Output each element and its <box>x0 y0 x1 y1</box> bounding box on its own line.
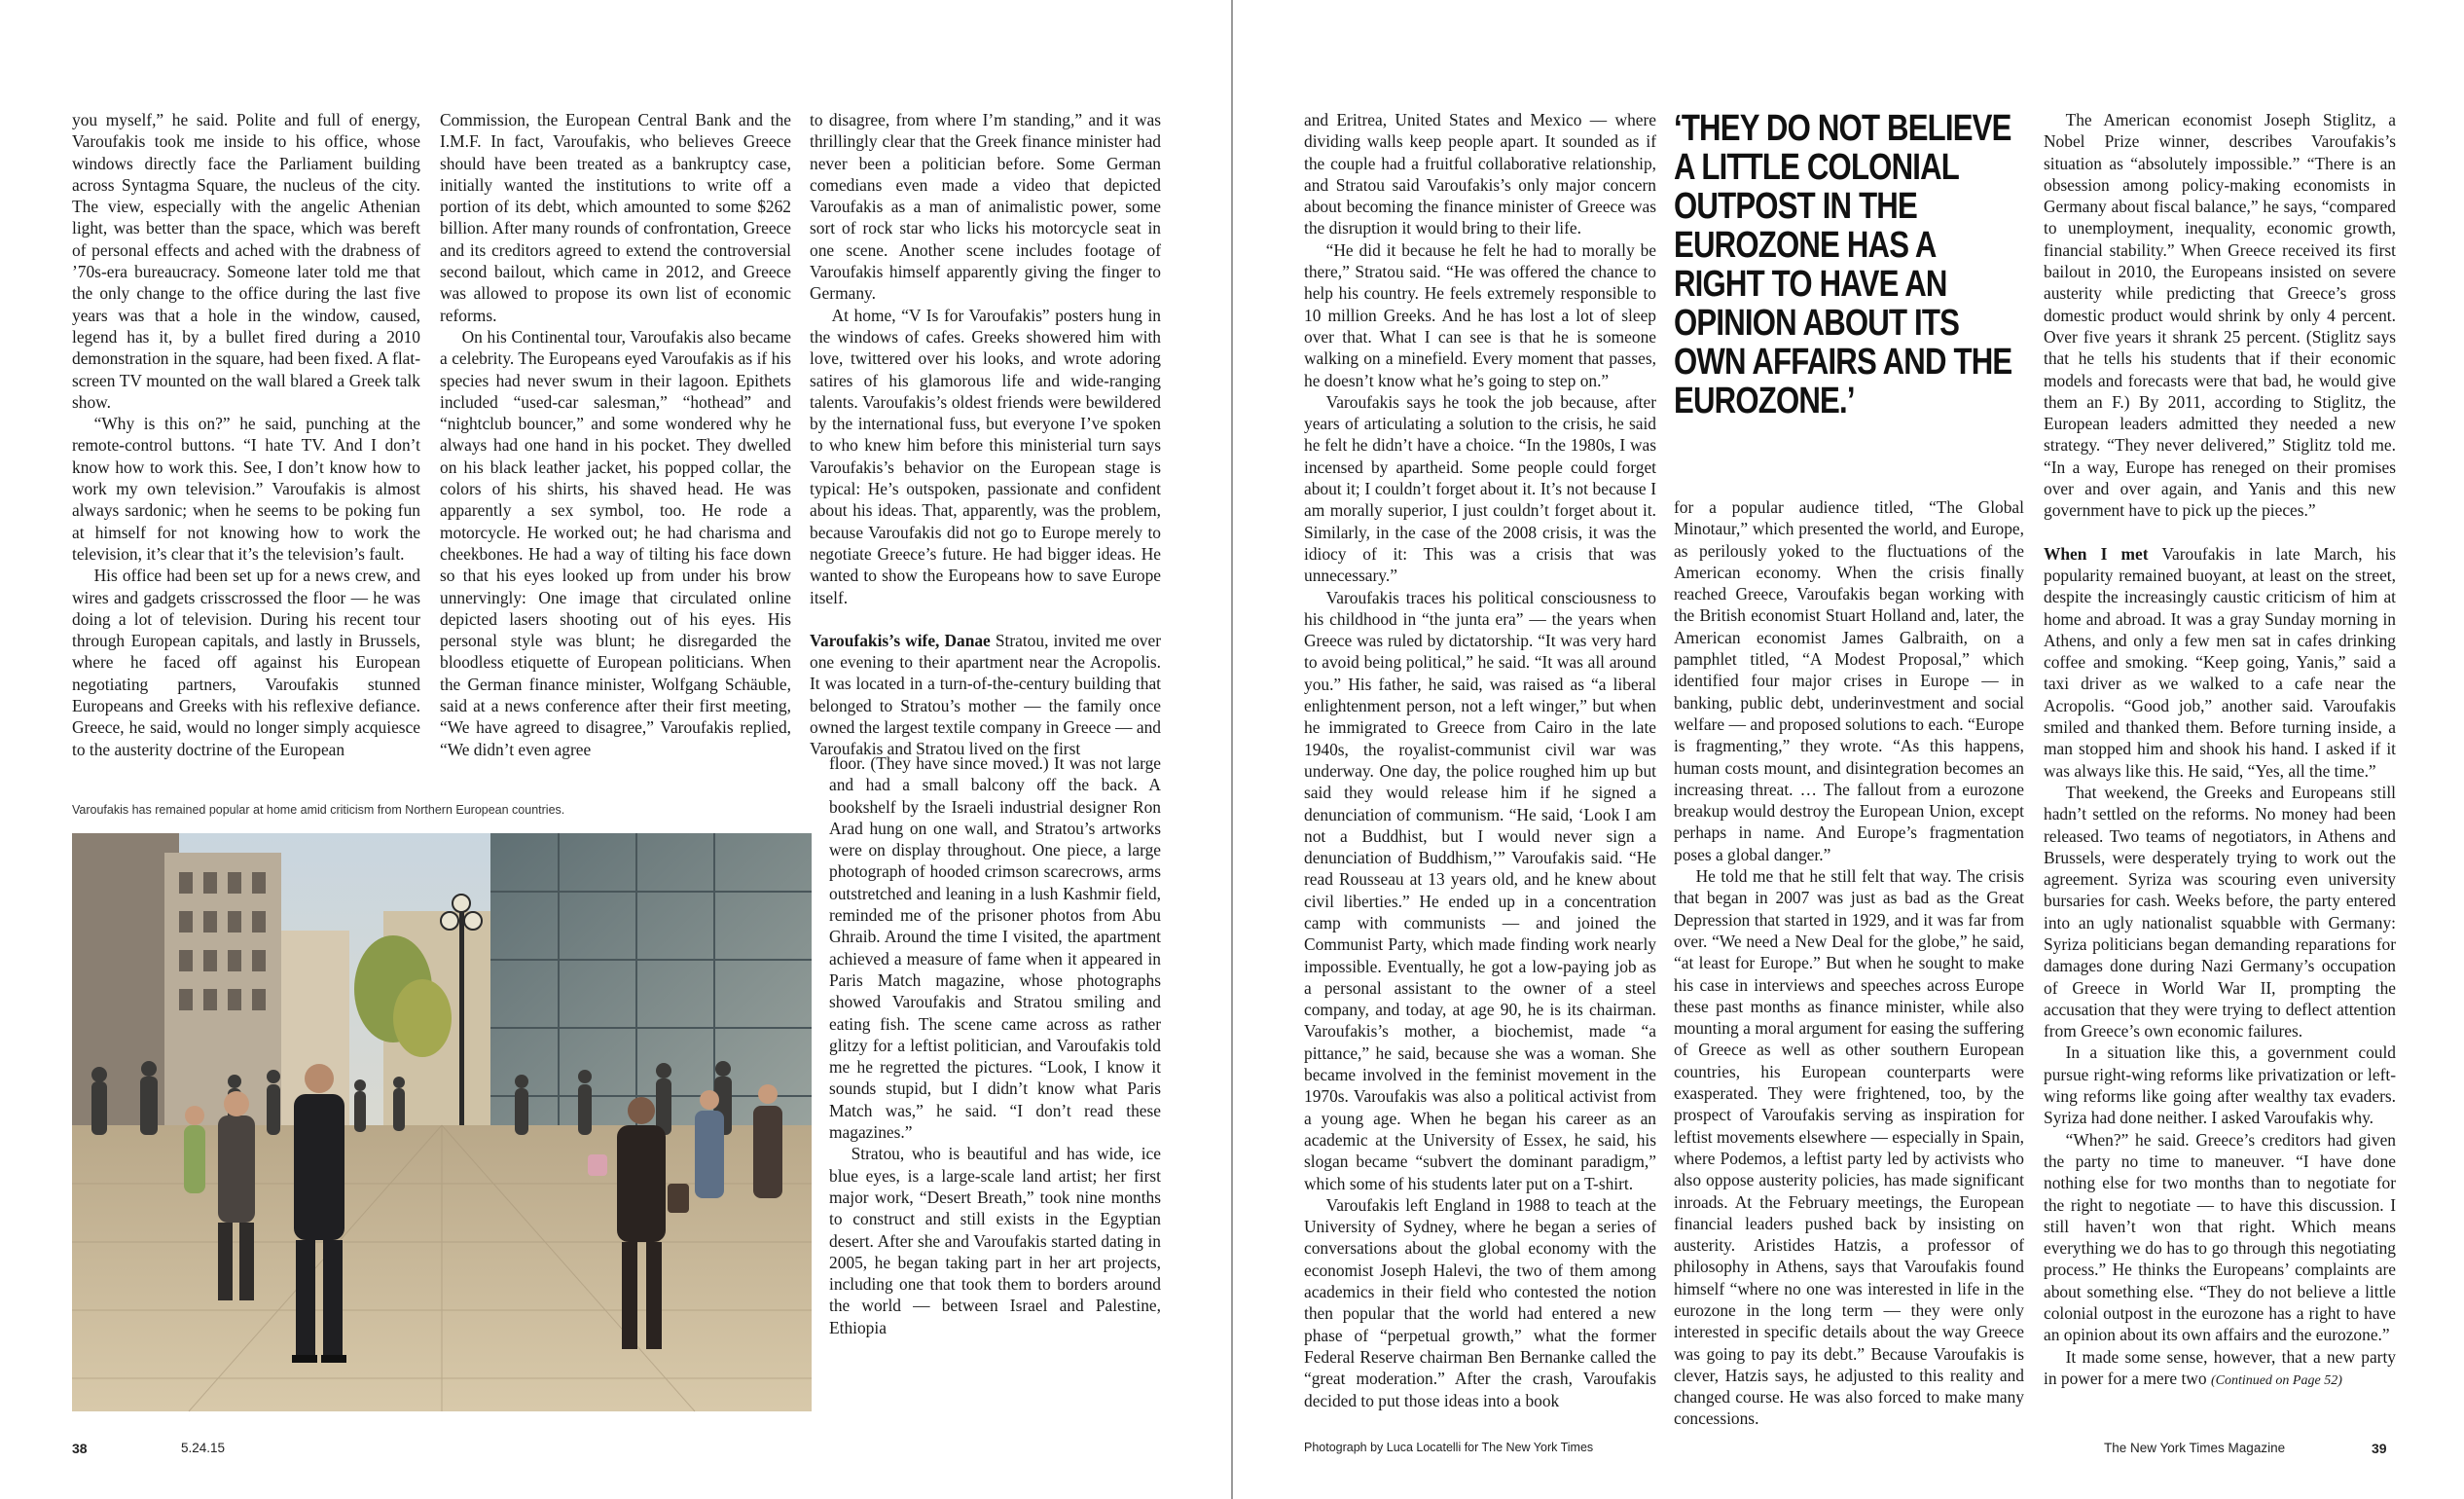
paragraph: “He did it because he felt he had to morally be there,” Stratou said. “He was offered the chance to help his country. He feels extremely responsible to 10 million Greeks. And he has lost a lot of sleep over that. What I can see is that he is someone walking on a minefield. Every moment that passes, he doesn’t know what he’s going to step on.” <box>1304 239 1656 390</box>
page-number: 39 <box>2372 1441 2387 1456</box>
publication-name: The New York Times Magazine <box>2104 1441 2286 1455</box>
photo-caption: Varoufakis has remained popular at home amid criticism from Northern European countries. <box>72 803 565 817</box>
section-lead-in: When I met <box>2044 543 2149 564</box>
paragraph: That weekend, the Greeks and Europeans still hadn’t settled on the reforms. No money had been released. Two teams of negotiators, in Athens and Brussels, were desperately trying to work out the agreement. Syriza was scouring even university bursaries for cash. Weeks before, the party entered into an ugly nationalist squabble with Germany: Syriza politicians began demanding reparations for damages done during Nazi Germany’s occupation of Greece in World War II, prompting the accusation that they were trying to deflect attention from Greece’s own economic failures. <box>2044 782 2396 1042</box>
section-paragraph <box>810 630 1161 760</box>
paragraph: for a popular audience titled, “The Global Minotaur,” which presented the world, and Europe, as perilously yoked to the fluctuations of the American economy. When the crisis finally reached Greece, Varoufakis began working with the British economist Stuart Holland and, later, the American economist James Galbraith, on a pamphlet titled, “A Modest Proposal,” which identified four major crises in Europe — in banking, public debt, underinvestment and social welfare — and proposed solutions to each. “Europe is fragmenting,” they wrote. “As this happens, human costs mount, and disintegration becomes an increasing threat. … The fallout from a eurozone breakup would destroy the European Union, except perhaps in name. And Europe’s fragmentation poses a global danger.” <box>1674 497 2024 864</box>
section-paragraph <box>2044 543 2396 782</box>
continued-notice: (Continued on Page 52) <box>2210 1372 2342 1388</box>
paragraph: Commission, the European Central Bank and the I.M.F. In fact, Varoufakis, who believes Greece should have been treated as a bankruptcy case, initially wanted the institutions to write off a portion of its debt, which amounted to some $262 billion. After many rounds of confrontation, Greece and its creditors agreed to extend the controversial second bailout, which came in 2012, and Greece was allowed to propose its own list of economic reforms. <box>440 110 791 325</box>
paragraph: His office had been set up for a news crew, and wires and gadgets crisscrossed the floor — he was doing a lot of television. During his recent tour through European capitals, and lastly in Brussels, where he faced off against his European negotiating partners, Varoufakis stunned Europeans and Greeks with his reflexive defiance. Greece, he said, would no longer simply acquiesce to the austerity doctrine of the European <box>72 566 420 759</box>
left-column-3-bottom <box>829 752 1161 1412</box>
paragraph: you myself,” he said. Polite and full of energy, Varoufakis took me inside to his office, whose windows directly face the Parliament building across Syntagma Square, the nucleus of the city. The view, especially with the angelic Athenian light, was better than the space, which was bereft of personal effects and ached with the drabness of ’70s-era bureaucracy. Someone later told me that the only change to the office during the last five years was that a hole in the window, caused, legend has it, by a bullet fired during a 2010 demonstration in the square, had been fixed. A flat-screen TV mounted on the wall blared a Greek talk show. <box>72 110 420 412</box>
photo-credit: Photograph by Luca Locatelli for The New York Times <box>1304 1441 1594 1454</box>
paragraph: On his Continental tour, Varoufakis also became a celebrity. The Europeans eyed Varoufakis as if his species had never swum in their lagoon. Epithets included “used-car salesman,” “hothead” and “nightclub bouncer,” and some wondered why he always had one hand in his pocket. They dwelled on his black leather jacket, his popped collar, the colors of his shirts, his shaved head. He was apparently a sex symbol, too. He rode a motorcycle. He worked out; he had charisma and cheekbones. He had a way of tilting his face down so that his eyes looked up from under his brow unnervingly: One image that circulated online depicted lasers shooting out of his eyes. His personal style was blunt; he disregarded the bloodless etiquette of European politicians. When the German finance minister, Wolfgang Schäuble, said at a news conference after their first meeting, “We have agreed to disagree,” Varoufakis replied, “We didn’t even agree <box>440 326 791 759</box>
right-column-3 <box>2044 109 2396 1413</box>
page-number: 38 <box>72 1441 88 1456</box>
section-text: Varoufakis in late March, his popularity remained buoyant, at least on the street, despite the increasingly caustic criticism of him at home and abroad. It was a gray Sunday morning in Athens, and only a few men sat in cafes drinking coffee and smoking. “Keep going, Yanis,” said a taxi driver as we walked to a cafe near the Acropolis. “Good job,” another said. Varoufakis smiled and thanked them. Before turning inside, a man stopped him and shook his hand. I asked if it was always like this. He said, “Yes, all the time.” <box>2044 543 2396 781</box>
pull-quote: ‘THEY DO NOT BELIEVE A LITTLE COLONIAL OUTPOST IN THE EUROZONE HAS A RIGHT TO HAVE AN OPINION ABOUT ITS OWN AFFAIRS AND THE EUROZONE.’ <box>1674 108 2012 421</box>
paragraph: to disagree, from where I’m standing,” and it was thrillingly clear that the Greek finance minister had never been a politician before. Some German comedians even made a video that depicted Varoufakis as a man of animalistic power, some sort of rock star who licks his motorcycle seat in one scene. Another scene includes footage of Varoufakis himself apparently giving the finger to Germany. <box>810 110 1161 304</box>
left-column-1 <box>72 109 420 759</box>
paragraph: Varoufakis says he took the job because, after years of articulating a solution to the crisis, he said he felt he didn’t have a choice. “In the 1980s, I was incensed by apartheid. Some people could forget about it; I couldn’t forget about it. It’s not because I am morally superior, I just couldn’t forget about it. Similarly, in the case of the 2008 crisis, it was the idiocy of it: This was a crisis that was unnecessary.” <box>1304 391 1656 586</box>
paragraph: floor. (They have since moved.) It was not large and had a small balcony off the back. A bookshelf by the Israeli industrial designer Ron Arad hung on one wall, and Stratou’s artworks were on display throughout. One piece, a large photograph of hooded crimson scarecrows, arms outstretched and leaning in a lush Kashmir field, reminded me of the prisoner photos from Abu Ghraib. Around the time I visited, the apartment achieved a measure of fame when it appeared in Paris Match magazine, whose photographs showed Varoufakis and Stratou smiling and eating fish. The scene came across as rather glitzy for a leftist politician, and Varoufakis told me he regretted the pictures. “Look, I know it sounds stupid, but I didn’t know what Paris Match was,” he said. “I don’t read these magazines.” <box>829 753 1161 1143</box>
paragraph: “When?” he said. Greece’s creditors had given the party no time to maneuver. “I have done nothing else for two months than to negotiate for the right to negotiate — to have this discussion. I still haven’t won that right. Which means everything we do has to go through this negotiating process.” He thinks the Europeans’ complaints are about something else. “They do not believe a little colonial outpost in the eurozone has a right to have an opinion about its own affairs and the eurozone.” <box>2044 1129 2396 1345</box>
left-page <box>0 0 1231 1499</box>
paragraph: The American economist Joseph Stiglitz, a Nobel Prize winner, describes Varoufakis’s situation as “absolutely impossible.” “There is an obsession among policy-making economists in Germany about fiscal balance,” he says, “compared to unemployment, inequality, economic growth, financial stability.” When Greece received its first bailout in 2010, the Europeans insisted on severe austerity while predicting that Greece’s gross domestic product would shrink by only 4 percent. Over five years it shrank 25 percent. (Stiglitz says that he tells his students that if their economic models and forecasts were that bad, he would give them an F.) By 2011, according to Stiglitz, the European leaders admitted they needed a new strategy. “They never delivered,” Stiglitz told me. “In a way, Europe has reneged on their promises over and over again, and Yanis and this new government have to pick up the pieces.” <box>2044 110 2396 521</box>
paragraph: Varoufakis left England in 1988 to teach at the University of Sydney, where he began a series of conversations about the global economy with the economist Joseph Halevi, the two of them among academics in their field who contested the notion then popular that the world had entered a new phase of “perpetual growth,” what the former Federal Reserve chairman Ben Bernanke called the “great moderation.” After the crash, Varoufakis decided to put those ideas into a book <box>1304 1194 1656 1410</box>
paragraph: “Why is this on?” he said, punching at the remote-control buttons. “I hate TV. And I don’t know how to work this. See, I don’t know how to work my own television.” Varoufakis is almost always sardonic; when he seems to be poking fun at himself for not knowing how to work the television, it’s clear that it’s the television’s fault. <box>72 414 420 564</box>
paragraph: Stratou, who is beautiful and has wide, ice blue eyes, is a large-scale land artist; her first major work, “Desert Breath,” took nine months to construct and still exists in the Egyptian desert. After she and Varoufakis started dating in 2005, he began taking part in her art projects, including one that took them to borders around the world — between Israel and Palestine, Ethiopia <box>829 1144 1161 1337</box>
paragraph: He told me that he still felt that way. The crisis that began in 2007 was just as bad as the Great Depression that started in 1929, and it was far from over. “We need a New Deal for the globe,” he said, “at least for Europe.” But when he sought to make his case in interviews and speeches across Europe these past months as finance minister, while also mounting a moral argument for easing the suffering of Greece as well as other southern European countries, his European counterparts were exasperated. They were frightened, too, by the prospect of Varoufakis serving as inspiration for leftist movements elsewhere — especially in Spain, where Podemos, a leftist party led by activists who also oppose austerity policies, has made significant inroads. At the February meetings, the European financial leaders pushed back by insisting on austerity. Aristides Hatzis, a professor of philosophy in Athens, says that Varoufakis found himself “where no one was interested in life in the eurozone in the long term — they were only interested in specific details about the way Greece was going to pay its debt.” Because Varoufakis is clever, Hatzis says, he adjusted to this reality and changed course. He was also forced to make many concessions. <box>1674 866 2024 1429</box>
left-column-3-top <box>810 109 1161 759</box>
section-text: Stratou, invited me over one evening to their apartment near the Acropolis. It was located in a turn-of-the-century building that belonged to Stratou’s mother — the family once owned the largest textile company in Greece — and Varoufakis and Stratou lived on the first <box>810 630 1161 759</box>
final-line: It made some sense, however, that a new party in power for a mere two <box>2044 1346 2396 1388</box>
right-page <box>1233 0 2464 1499</box>
paragraph <box>2044 1346 2396 1393</box>
paragraph: Varoufakis traces his political consciousness to his childhood in “the junta era” — the years when Greece was ruled by dictatorship. “It was very hard to avoid being political,” he said. “It was all around you.” His father, he said, was raised as “a liberal enlightenment person, not a left winger,” but when he immigrated to Greece from Cairo in the late 1940s, the royalist-communist civil war was underway. One day, the police roughed him up but said they would release him if he signed a denunciation of communism. “He said, ‘Look I am not a Buddhist, but I would never sign a denunciation of Buddhism,’” Varoufakis said. “He read Rousseau at 13 years old, and he knew about civil liberties.” He ended up in a concentration camp with communists — and joined the Communist Party, which made finding work nearly impossible. Eventually, he got a low-paying job as a personal assistant to the owner of a steel company, and today, at age 90, he is its chairman. Varoufakis’s mother, a biochemist, made “a pittance,” he said, because she was a woman. She became involved in the feminist movement in the 1970s. Varoufakis was also a political activist from a young age. When he began his career as an academic at the University of Essex, he said, his slogan became “subvert the dominant paradigm,” which some of his students later put on a T-shirt. <box>1304 587 1656 1193</box>
paragraph: At home, “V Is for Varoufakis” posters hung in the windows of cafes. Greeks showered him with love, twittered over his looks, and wrote adoring satires of his glamorous life and wide-ranging talents. Varoufakis’s oldest friends were bewildered by the international fuss, but everyone I’ve spoken to who knew him before this ministerial turn says Varoufakis’s behavior on the European stage is typical: He’s outspoken, passionate and confident about his ideas. That, apparently, was the problem, because Varoufakis did not go to Europe merely to negotiate Greece’s future. He had bigger ideas. He wanted to show the Europeans how to save Europe itself. <box>810 305 1161 607</box>
paragraph: and Eritrea, United States and Mexico — where dividing walls keep people apart. It sounded as if the couple had a fruitful collaborative relationship, and Stratou said Varoufakis’s only major concern about becoming the finance minister of Greece was the disruption it would bring to their life. <box>1304 110 1656 238</box>
left-column-2 <box>440 109 791 759</box>
right-column-2 <box>1674 496 2024 1429</box>
right-column-1 <box>1304 109 1656 1413</box>
street-photo <box>72 833 812 1411</box>
issue-date: 5.24.15 <box>181 1441 226 1455</box>
street-scene-illustration <box>72 833 812 1411</box>
paragraph: In a situation like this, a government could pursue right-wing reforms like privatization or left-wing reforms like going after wealthy tax evaders. Syriza had done neither. I asked Varoufakis why. <box>2044 1042 2396 1128</box>
section-lead-in: Varoufakis’s wife, Danae <box>810 630 991 650</box>
